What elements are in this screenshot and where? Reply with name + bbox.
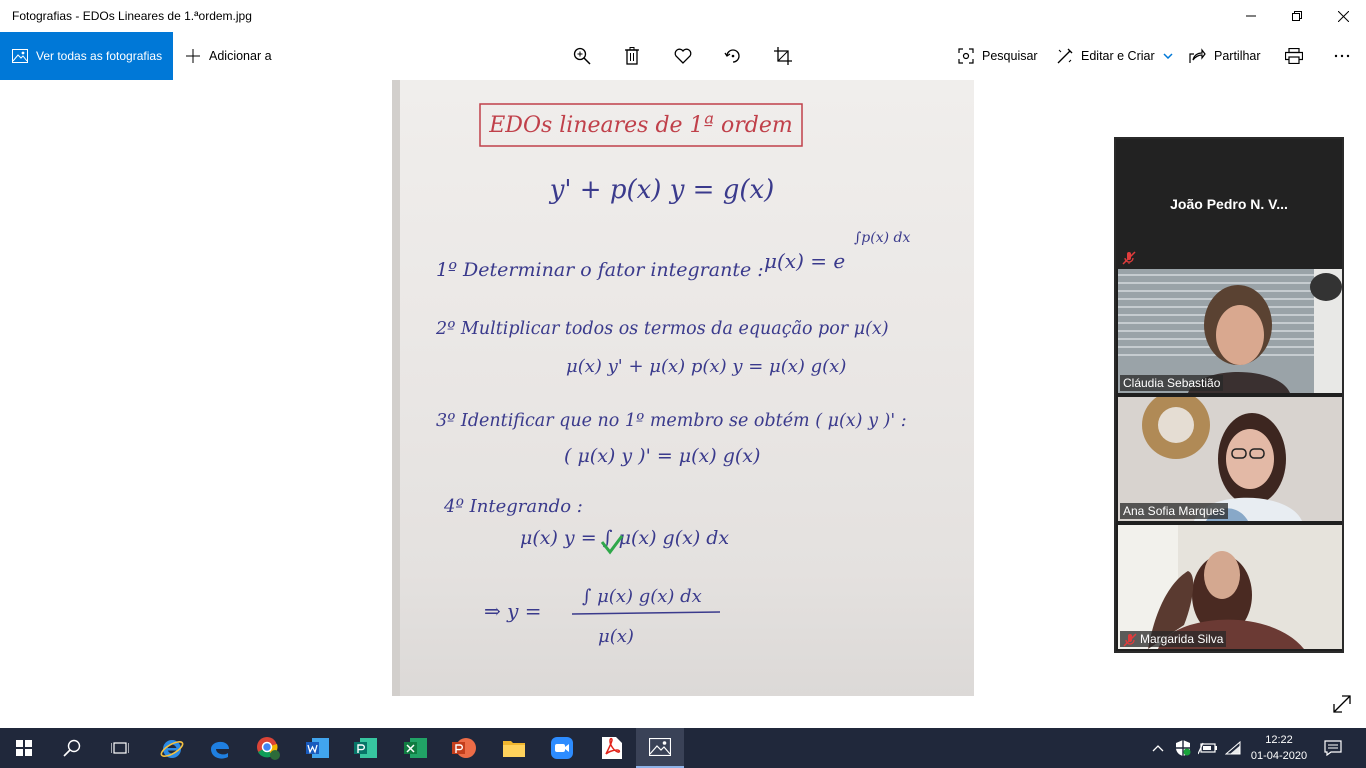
chrome-icon: [255, 735, 281, 761]
task-view-button[interactable]: [96, 728, 144, 768]
expand-icon: [1330, 692, 1354, 716]
notifications-icon: [1324, 740, 1342, 756]
handwritten-notes: [392, 80, 974, 696]
step4-formula: μ(x) y = ∫ μ(x) g(x) dx: [520, 527, 730, 549]
add-to-button[interactable]: [185, 32, 272, 80]
edge-icon: [208, 736, 232, 760]
main-equation: y' + p(x) y = g(x): [549, 175, 775, 205]
step1-exponent: ∫p(x) dx: [854, 230, 911, 246]
chevron-down-icon: [1163, 53, 1173, 59]
step2-formula: μ(x) y' + μ(x) p(x) y = μ(x) g(x): [566, 356, 847, 377]
taskbar-edge[interactable]: [196, 728, 244, 768]
host-muted-mic-icon: [1122, 251, 1136, 265]
toolbar: [0, 32, 1366, 80]
shield-icon: [1175, 739, 1191, 757]
action-center-button[interactable]: [1318, 728, 1348, 768]
participant-tile-1[interactable]: [1118, 269, 1342, 393]
visual-search-icon: [958, 48, 974, 64]
publisher-icon: [354, 737, 378, 759]
share-button[interactable]: [1189, 32, 1261, 80]
print-button[interactable]: [1282, 44, 1306, 68]
more-options-button[interactable]: [1330, 44, 1354, 68]
more-icon: [1334, 54, 1350, 58]
chevron-up-icon: [1152, 744, 1164, 752]
wifi-tray-icon[interactable]: [1222, 728, 1244, 768]
close-icon: [1338, 11, 1349, 22]
clock-time: 12:22: [1265, 734, 1293, 746]
zoom-button[interactable]: [570, 44, 594, 68]
edit-create-button[interactable]: [1057, 32, 1173, 80]
step1-formula: μ(x) = e: [764, 249, 846, 273]
step4-text: 4º Integrando :: [444, 496, 583, 517]
add-to-label: Adicionar a: [209, 49, 272, 63]
taskbar-photos[interactable]: [636, 728, 684, 768]
participant-3-muted-mic-icon: [1123, 633, 1137, 647]
taskbar-ie[interactable]: [148, 728, 196, 768]
folder-icon: [502, 738, 526, 758]
favorite-button[interactable]: [671, 44, 695, 68]
result-numerator: ∫ μ(x) g(x) dx: [582, 586, 702, 607]
taskbar-excel[interactable]: [392, 728, 440, 768]
photo-viewer-image: [392, 80, 974, 696]
crop-button[interactable]: [771, 44, 795, 68]
host-name: João Pedro N. V...: [1170, 196, 1288, 212]
title-bar: [0, 0, 1366, 32]
windows-logo-icon: [16, 740, 32, 756]
search-taskbar-button[interactable]: [48, 728, 96, 768]
paper-edge: [392, 80, 400, 696]
window-title: Fotografias - EDOs Lineares de 1.ªordem.jpg: [12, 9, 252, 23]
share-icon: [1189, 48, 1206, 64]
host-tile[interactable]: [1116, 139, 1342, 269]
pdf-icon: [601, 736, 623, 760]
crop-icon: [774, 47, 792, 65]
taskbar-zoom[interactable]: [538, 728, 586, 768]
photos-icon: [12, 49, 28, 63]
see-all-label: Ver todas as fotografias: [36, 49, 163, 63]
participant-tile-3[interactable]: [1118, 525, 1342, 649]
internet-explorer-icon: [160, 736, 184, 760]
step3-text: 3º Identificar que no 1º membro se obtém ( μ(x) y )' :: [436, 411, 907, 431]
taskbar-search-icon: [63, 739, 81, 757]
notes-title: EDOs lineares de 1ª ordem: [489, 113, 793, 138]
result-denominator: μ(x): [598, 626, 634, 647]
delete-button[interactable]: [620, 44, 644, 68]
show-hidden-icons-button[interactable]: [1148, 728, 1168, 768]
minimize-button[interactable]: [1228, 0, 1274, 32]
taskbar-acrobat[interactable]: [588, 728, 636, 768]
printer-icon: [1285, 48, 1303, 64]
photos-app-icon: [649, 738, 671, 756]
plus-icon: [185, 48, 201, 64]
search-label: Pesquisar: [982, 49, 1038, 63]
zoom-in-icon: [573, 47, 591, 65]
heart-icon: [674, 48, 692, 64]
security-tray-icon[interactable]: [1172, 728, 1194, 768]
taskbar-word[interactable]: [294, 728, 342, 768]
share-label: Partilhar: [1214, 49, 1261, 63]
battery-tray-icon[interactable]: [1196, 728, 1220, 768]
start-button[interactable]: [0, 728, 48, 768]
close-button[interactable]: [1320, 0, 1366, 32]
step2-text: 2º Multiplicar todos os termos da equação por μ(x): [436, 319, 889, 339]
result-lhs: ⇒ y =: [484, 599, 542, 623]
windows-taskbar: [0, 728, 1366, 768]
task-view-icon: [111, 740, 129, 756]
rotate-button[interactable]: [721, 44, 745, 68]
taskbar-file-explorer[interactable]: [490, 728, 538, 768]
edit-create-label: Editar e Criar: [1081, 49, 1155, 63]
taskbar-publisher[interactable]: [342, 728, 390, 768]
excel-icon: [404, 737, 428, 759]
restore-icon: [1292, 11, 1302, 21]
step3-formula: ( μ(x) y )' = μ(x) g(x): [564, 445, 761, 467]
word-icon: [306, 737, 330, 759]
see-all-photos-button[interactable]: [0, 32, 173, 80]
trash-icon: [624, 47, 640, 65]
taskbar-powerpoint[interactable]: [440, 728, 488, 768]
participant-name-2: Ana Sofia Marques: [1120, 503, 1228, 519]
participant-tile-2[interactable]: [1118, 397, 1342, 521]
zoom-video-panel: [1114, 137, 1344, 653]
clock-date: 01-04-2020: [1250, 750, 1308, 762]
search-button[interactable]: [958, 32, 1038, 80]
participant-name-3: Margarida Silva: [1120, 631, 1226, 647]
participant-name-1: Cláudia Sebastião: [1120, 375, 1223, 391]
minimize-icon: [1246, 11, 1256, 21]
wifi-icon: [1225, 741, 1241, 755]
system-clock[interactable]: [1250, 732, 1308, 764]
fraction-bar: [572, 612, 720, 614]
taskbar-chrome[interactable]: [244, 728, 292, 768]
edit-create-icon: [1057, 48, 1073, 64]
rotate-icon: [724, 47, 742, 65]
powerpoint-icon: [452, 737, 476, 759]
restore-button[interactable]: [1274, 0, 1320, 32]
battery-icon: [1198, 741, 1218, 755]
fullscreen-button[interactable]: [1330, 692, 1354, 716]
step1-text: 1º Determinar o fator integrante :: [436, 259, 764, 281]
zoom-app-icon: [550, 736, 574, 760]
